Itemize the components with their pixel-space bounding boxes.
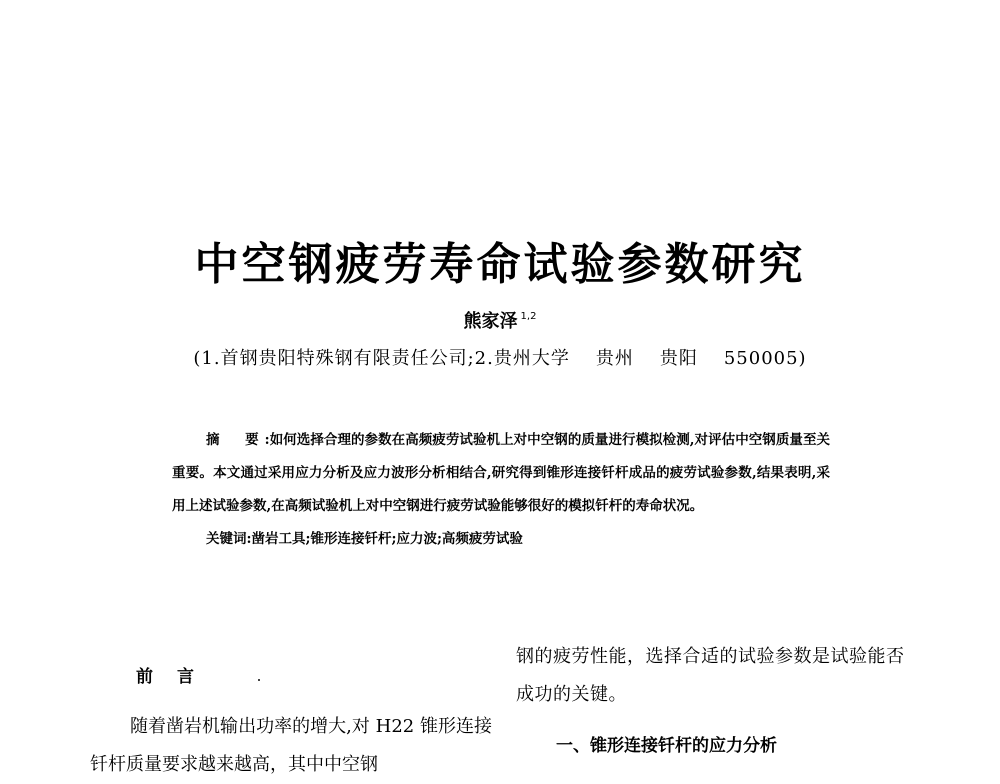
affiliation-line [0, 344, 1000, 370]
left-column-body [90, 708, 492, 784]
paper-title: 中空钢疲劳寿命试验参数研究 [194, 239, 806, 290]
author-line [0, 307, 1000, 333]
affiliation-postcode: 550005) [723, 348, 807, 369]
author-name: 熊家泽 [463, 311, 518, 332]
keywords-text: :凿岩工具;锥形连接钎杆;应力波;高频疲劳试验 [246, 531, 523, 547]
intro-heading: 前言 [136, 667, 218, 687]
right-column-body [516, 638, 906, 714]
author-affiliation-marks: 1,2 [520, 311, 537, 322]
affiliation-city: 贵阳 [659, 348, 698, 369]
abstract-label: 摘 要 [206, 432, 265, 448]
keywords-label: 关键词 [206, 531, 247, 547]
affiliation-province: 贵州 [595, 348, 634, 369]
intro-paragraph: 随着凿岩机输出功率的增大,对 H22 锥形连接钎杆质量要求越来越高，其中中空钢 [90, 716, 492, 775]
keywords-line [172, 523, 830, 556]
right-paragraph: 钢的疲劳性能，选择合适的试验参数是试验能否成功的关键。 [516, 646, 905, 705]
section-1-heading: 一、锥形连接钎杆的应力分析 [556, 736, 777, 756]
affiliation-institutions: (1.首钢贵阳特殊钢有限责任公司;2.贵州大学 [193, 348, 570, 369]
abstract-text: :如何选择合理的参数在高频疲劳试验机上对中空钢的质量进行模拟检测,对评估中空钢质量至关重要。本文通过采用应力分析及应力波形分析相结合,研究得到锥形连接钎杆成品的疲劳试验参数,结果表明,采用上述试验参数,在高频试验机上对中空钢进行疲劳试验能够很好的模拟钎杆的寿命状况。 [172, 432, 830, 514]
scan-speck [258, 679, 260, 681]
abstract-paragraph [172, 424, 830, 523]
abstract-block [172, 424, 830, 556]
